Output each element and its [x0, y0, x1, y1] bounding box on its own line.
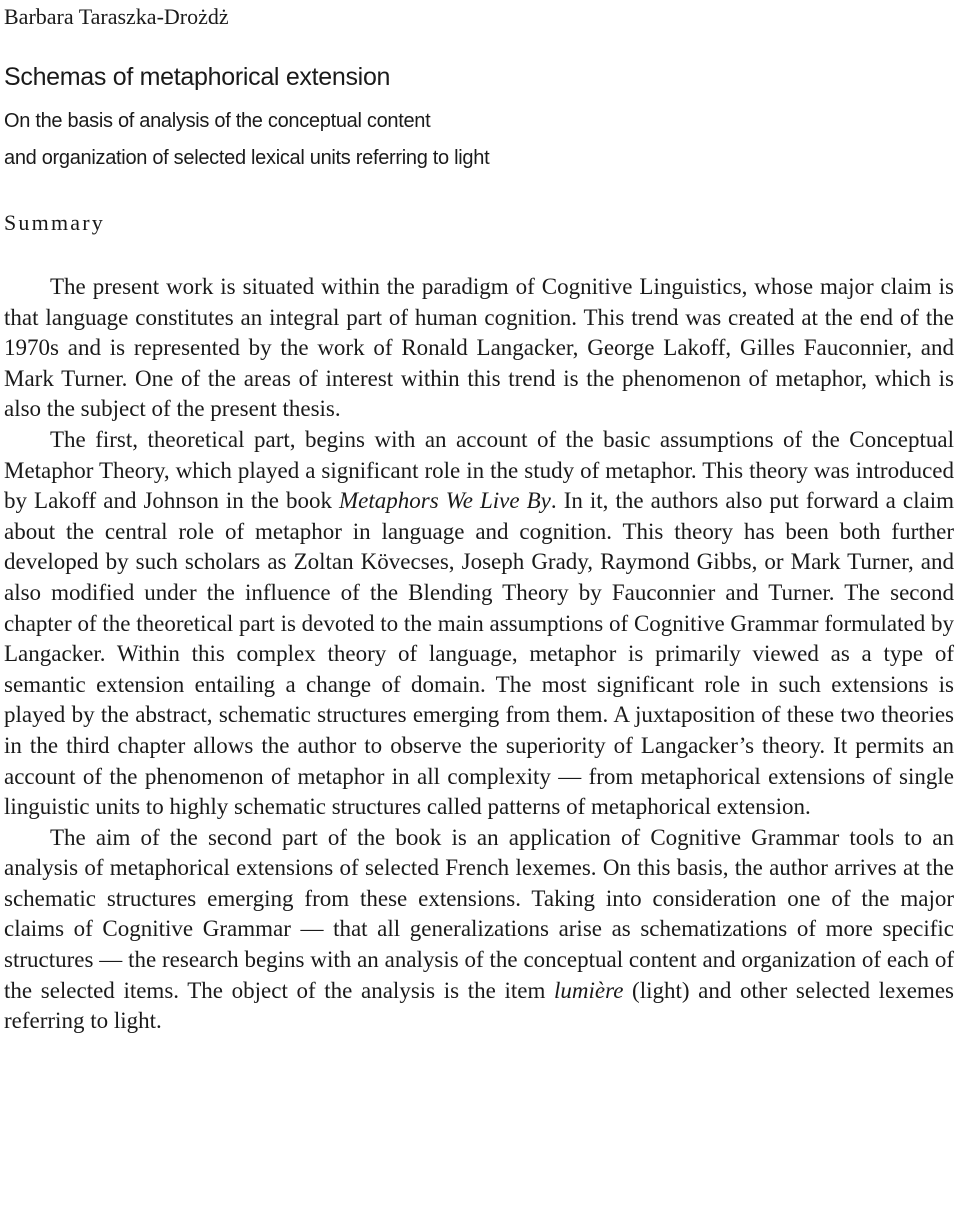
- paragraph-text: The present work is situated within the paradigm of Cognitive Linguistics, whose major claim is that language constitutes an integral part of human cognition. This trend was created at the end of the 1970s and is represented by the work of Ronald Langacker, George Lakoff, Gilles Fauconnier, and Mark Turner. One of the areas of interest within this trend is the phenomenon of metaphor, which is also the subject of the present thesis.: [4, 274, 954, 422]
- paragraph-text: The aim of the second part of the book is an application of Cognitive Grammar tools to an analysis of metaphorical extensions of selected French lexemes. On this basis, the author arrives at the schematic structures emerging from these extensions. Taking into consideration one of the major claims of Cognitive Grammar — that all generalizations arise as schematizations of more specific structures — the research begins with an analysis of the conceptual content and organization of each of the selected items. The object of the analysis is the item: [4, 824, 954, 1003]
- paper-subtitle: [4, 103, 489, 177]
- italic-title-text: Metaphors We Live By: [339, 488, 551, 514]
- paragraph: [4, 823, 954, 1037]
- paragraph-text: The first, theoretical part, begins with an account of the basic assumptions of the Conceptual Metaphor Theory, which played a significant role in the study of metaphor. This theory was introduced by Lakoff and Johnson in the book: [4, 426, 954, 514]
- paragraph: [4, 425, 954, 823]
- paragraph: [4, 272, 954, 425]
- subtitle-line: On the basis of analysis of the conceptual content: [4, 110, 431, 132]
- summary-heading: Summary: [4, 210, 105, 235]
- subtitle-line: and organization of selected lexical units referring to light: [4, 147, 490, 169]
- italic-title-text: lumière: [554, 977, 624, 1003]
- paragraph-text: . In it, the authors also put forward a claim about the central role of metaphor in language and cognition. This theory has been both further developed by such scholars as Zoltan Kövecses, Joseph Grady, Raymond Gibbs, or Mark Turner, and also modified under the influence of the Blending Theory by Fauconnier and Turner. The second chapter of the theoretical part is devoted to the main assumptions of Cognitive Grammar formulated by Langacker. Within this complex theory of language, metaphor is primarily viewed as a type of semantic extension entailing a change of domain. The most significant role in such extensions is played by the abstract, schematic structures emerging from them. A juxtaposition of these two theories in the third chapter allows the author to observe the superiority of Langacker’s theory. It permits an account of the phenomenon of metaphor in all complexity — from metaphorical extensions of single linguistic units to highly schematic structures called patterns of metaphorical extension.: [4, 488, 955, 820]
- paragraph-text: (light) and other selected lexemes referring to light.: [4, 977, 954, 1034]
- summary-body: [4, 272, 954, 1037]
- paper-title: Schemas of metaphorical extension: [4, 63, 391, 91]
- author-name: Barbara Taraszka-Drożdż: [4, 4, 229, 29]
